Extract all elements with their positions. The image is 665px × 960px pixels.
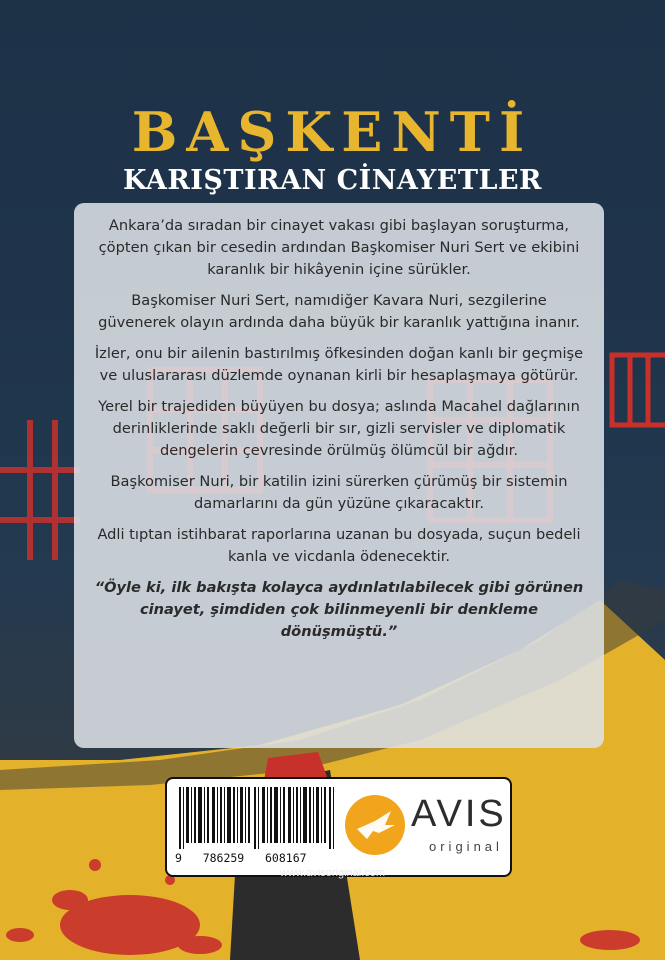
barcode-label	[165, 777, 512, 877]
blurb-paragraph: Yerel bir trajediden büyüyen bu dosya; aslında Macahel dağlarının derinliklerinde saklı değerli bir sır, gizli servisler ve diplomatik dengelerin çevresinde örülmüş ölümcül bir ağdır.	[98, 398, 580, 459]
publisher-subtitle: original	[429, 839, 503, 854]
book-title-line1: BAŞKENTİ	[131, 100, 534, 164]
blurb-paragraph: Başkomiser Nuri Sert, namıdiğer Kavara Nuri, sezgilerine güvenerek olayın ardında daha büyük bir karanlık yattığına inanır.	[98, 292, 580, 331]
blurb-paragraph: Adli tıptan istihbarat raporlarına uzanan bu dosyada, suçun bedeli kanla ve vicdanla ödenecektir.	[97, 526, 581, 565]
blurb-panel	[74, 203, 604, 748]
barcode-icon	[179, 787, 339, 849]
blurb-paragraph: Başkomiser Nuri, bir katilin izini sürerken çürümüş bir sistemin damarlarını da gün yüzüne çıkaracaktır.	[110, 473, 568, 512]
bird-logo-icon	[345, 795, 405, 855]
blurb-paragraph: İzler, onu bir ailenin bastırılmış öfkesinden doğan kanlı bir geçmişe ve uluslararası düzlemde oynanan kirli bir hesaplaşmaya götürür.	[94, 345, 584, 384]
isbn-number: 9 786259 608167	[175, 851, 307, 865]
blurb-paragraph: Ankara’da sıradan bir cinayet vakası gibi başlayan soruşturma, çöpten çıkan bir cesedin ardından Başkomiser Nuri Sert ve ekibini karanlık bir hikâyenin içine sürükler.	[98, 217, 580, 278]
publisher-name: AVIS	[411, 793, 507, 835]
blurb-quote: “Öyle ki, ilk bakışta kolayca aydınlatılabilecek gibi görünen cinayet, şimdiden çok bilinmeyenli bir denkleme dönüşmüştü.”	[94, 579, 584, 640]
publisher-website: www.avisoriginal.com	[279, 867, 386, 879]
book-title-line2: KARIŞTIRAN CİNAYETLER	[123, 165, 542, 196]
